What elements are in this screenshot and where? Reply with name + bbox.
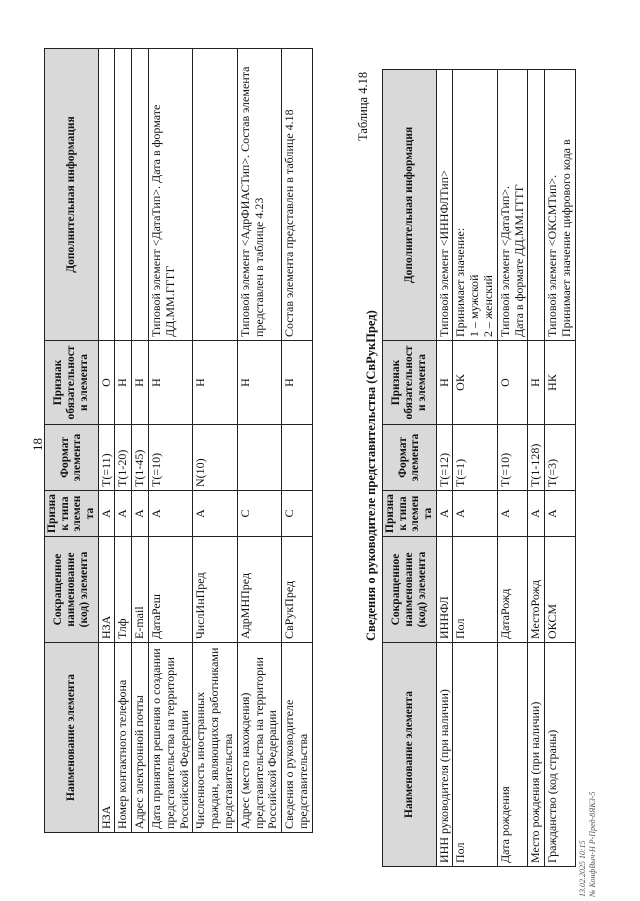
table-cell: А — [115, 491, 132, 537]
table-row — [98, 49, 115, 833]
table-cell: Место рождения (при наличии) — [528, 643, 545, 867]
table-row — [132, 49, 149, 833]
table-cell: А — [148, 491, 192, 537]
table-number: Таблица 4.18 — [356, 71, 370, 141]
table-cell — [115, 49, 132, 341]
column-header: Сокращенное наименование (код) элемента — [383, 537, 437, 643]
table-cell — [497, 70, 528, 341]
table-cell: T(=11) — [98, 425, 115, 491]
table-cell: А — [98, 491, 115, 537]
table-cell: Типовой элемент <ИННФЛТип> — [436, 70, 453, 341]
table-cell: Н — [436, 341, 453, 425]
cell-line: Принимает значение цифрового кода в — [558, 139, 573, 337]
table-cell: А — [545, 491, 576, 537]
table-cell: E-mail — [132, 537, 149, 643]
table-cell: О — [98, 341, 115, 425]
table-row — [453, 70, 497, 867]
cell-line: Типовой элемент <ОКСМТип>. — [545, 174, 560, 337]
table-cell: О — [497, 341, 528, 425]
table-cell: А — [193, 491, 237, 537]
cell-line: Дата в формате ДД.ММ.ГГГГ — [511, 184, 526, 337]
table-cell: Н — [282, 341, 313, 425]
table-cell: Адрес (место нахождения) представительства на территории Российской Федерации — [237, 643, 281, 833]
column-header: Дополнительная информация — [45, 49, 99, 341]
table-body — [98, 49, 312, 833]
cell-line: 2 – женский — [480, 275, 495, 337]
table-cell: НЗА — [98, 643, 115, 833]
table-cell — [237, 425, 281, 491]
table-cell: Типовой элемент <АдрФИАСТип>. Состав элемента представлен в таблице 4.23 — [237, 49, 281, 341]
table-cell: T(=12) — [436, 425, 453, 491]
table-cell — [545, 70, 576, 341]
table-cell: СвРукПред — [282, 537, 313, 643]
table-cell: МестоРожд — [528, 537, 545, 643]
column-header: Дополнительная информация — [383, 70, 437, 341]
table-cell: НЗА — [98, 537, 115, 643]
table-cell: T(=10) — [148, 425, 192, 491]
table-cell: ЧислИнПред — [193, 537, 237, 643]
column-header: Наименование элемента — [383, 643, 437, 867]
stamp-line: 13.02.2025 10:15 — [578, 840, 587, 897]
table-caption: Сведения о руководителе представительства (СвРукПред) — [364, 310, 378, 641]
column-header: Наименование элемента — [45, 643, 99, 833]
stamp-line: № КонфВыч-Н Р-Пред-8ЯКЗ-5 — [587, 791, 597, 897]
table-cell: Адрес электронной почты — [132, 643, 149, 833]
column-header: Признак типа элемента — [45, 491, 99, 537]
table-cell: Дата принятия решения о создании представительства на территории Российской Федерации — [148, 643, 192, 833]
table-cell: Типовой элемент <ДатаТип>. Дата в формате ДД.ММ.ГГГГ — [148, 49, 192, 341]
table-cell: N(10) — [193, 425, 237, 491]
table-cell — [98, 49, 115, 341]
table-cell: ОКСМ — [545, 537, 576, 643]
table-cell: Гражданство (код страны) — [545, 643, 576, 867]
table-cell: Сведения о руководителе представительства — [282, 643, 313, 833]
table-row — [148, 49, 192, 833]
table-row — [193, 49, 237, 833]
table-cell: Дата рождения — [497, 643, 528, 867]
table-row — [115, 49, 132, 833]
table-cell: ИННФЛ — [436, 537, 453, 643]
page-number: 18 — [30, 438, 45, 451]
table-cell — [453, 70, 497, 341]
table-cell: Пол — [453, 537, 497, 643]
table-row — [545, 70, 576, 867]
table-cell: Н — [528, 341, 545, 425]
column-header: Признак типа элемента — [383, 491, 437, 537]
table-cell: Н — [237, 341, 281, 425]
table-cell: Пол — [453, 643, 497, 867]
cell-line: 1 – мужской — [467, 274, 482, 337]
table-cell: Численность иностранных граждан, являющихся работниками представительства — [193, 643, 237, 833]
table-cell: НК — [545, 341, 576, 425]
table-cell: Н — [193, 341, 237, 425]
table-cell: С — [237, 491, 281, 537]
table-cell: ДатаРеш — [148, 537, 192, 643]
column-header: Сокращенное наименование (код) элемента — [45, 537, 99, 643]
table-cell: Номер контактного телефона — [115, 643, 132, 833]
table-cell: ДатаРожд — [497, 537, 528, 643]
table-cell: Н — [148, 341, 192, 425]
column-header: Признак обязательности элемента — [383, 341, 437, 425]
table-header-row — [383, 70, 437, 867]
director-info-table — [382, 69, 576, 867]
table-cell — [132, 49, 149, 341]
table-row — [497, 70, 528, 867]
table-cell: T(1-20) — [115, 425, 132, 491]
table-cell: Н — [115, 341, 132, 425]
table-cell: А — [436, 491, 453, 537]
elements-table-continued — [44, 48, 313, 833]
table-row — [436, 70, 453, 867]
table-cell — [193, 49, 237, 341]
print-stamp — [578, 792, 597, 897]
table-cell: ИНН руководителя (при наличии) — [436, 643, 453, 867]
column-header: Формат элемента — [45, 425, 99, 491]
table-cell: T(1-45) — [132, 425, 149, 491]
table-cell: АдрМНПред — [237, 537, 281, 643]
table-header-row — [45, 49, 99, 833]
column-header: Признак обязательности элемента — [45, 341, 99, 425]
table-row — [237, 49, 281, 833]
cell-line: Принимает значение: — [453, 227, 468, 337]
table-cell: А — [528, 491, 545, 537]
table-cell: T(=10) — [497, 425, 528, 491]
table-cell: T(=1) — [453, 425, 497, 491]
table-cell: T(=3) — [545, 425, 576, 491]
table-cell: С — [282, 491, 313, 537]
table-row — [282, 49, 313, 833]
table-cell: Состав элемента представлен в таблице 4.18 — [282, 49, 313, 341]
table-cell: А — [132, 491, 149, 537]
column-header: Формат элемента — [383, 425, 437, 491]
table-cell: А — [497, 491, 528, 537]
cell-line: Типовой элемент <ДатаТип>. — [497, 185, 512, 337]
table-cell: T(1-128) — [528, 425, 545, 491]
table-cell: ОК — [453, 341, 497, 425]
table-cell: А — [453, 491, 497, 537]
table-cell: Тлф — [115, 537, 132, 643]
table-row — [528, 70, 545, 867]
table-body — [436, 70, 575, 867]
table-cell — [282, 425, 313, 491]
table-cell — [528, 70, 545, 341]
table-cell: Н — [132, 341, 149, 425]
